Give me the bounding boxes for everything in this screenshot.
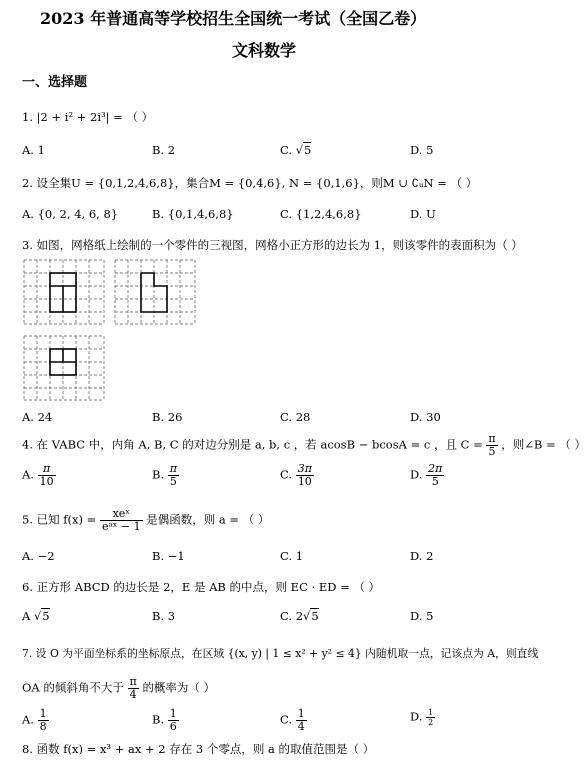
q3-option-c: C. 28 — [280, 410, 311, 424]
q4-option-b: B. $\frac{\pi}{5}$ — [152, 462, 177, 488]
q2-option-b: B. {0,1,4,6,8} — [152, 207, 234, 221]
question-text-end: ，则∠B = （ ） — [501, 437, 586, 452]
q7-option-a: A. $\frac{1}{8}$ — [22, 707, 47, 733]
question-expression: |2 + i² + 2i³| = — [36, 110, 123, 124]
q6-option-a: A √5 — [22, 609, 50, 623]
answer-paren: （ ） — [126, 110, 154, 124]
q6-option-c: C. 2√5 — [280, 609, 319, 623]
q1-option-b: B. 2 — [152, 143, 176, 157]
q1-option-a: A. 1 — [22, 143, 45, 157]
sqrt-value: 5 — [304, 143, 312, 157]
question-6: 6. 正方形 ABCD 的边长是 2，E 是 AB 的中点，则 EC · ED = （ ） — [22, 580, 381, 594]
question-7-line1: 7. 设 O 为平面坐标系的坐标原点，在区域 {(x, y) | 1 ≤ x² + y² ≤ 4} 内随机取一点，记该点为 A，则直线 — [22, 647, 539, 660]
q3-option-a: A. 24 — [22, 410, 53, 424]
q3-option-b: B. 26 — [152, 410, 183, 424]
question-3: 3. 如图，网格纸上绘制的一个零件的三视图，网格小正方形的边长为 1，则该零件的表面积为（ ） — [22, 238, 523, 252]
document-subtitle: 文科数学 — [232, 41, 297, 60]
q4-option-d: D. $\frac{2\pi}{5}$ — [410, 462, 443, 488]
q1-option-d: D. 5 — [410, 143, 434, 157]
q6-option-d: D. 5 — [410, 609, 434, 623]
front-view-figure — [22, 258, 106, 326]
q7-option-d: D. $\frac{1}{2}$ — [410, 708, 434, 727]
three-view-front — [22, 258, 106, 326]
q7-option-c: C. $\frac{1}{4}$ — [280, 707, 305, 733]
question-text: 4. 在 VABC 中，内角 A, B, C 的对边分别是 a, b, c ，若 acosB − bcosA = c ，且 C = — [22, 437, 483, 452]
question-text-end: 是偶函数，则 a = （ ） — [146, 512, 270, 527]
question-8: 8. 函数 f(x) = x³ + ax + 2 存在 3 个零点，则 a 的取值范围是（ ） — [22, 742, 375, 756]
question-2: 2. 设全集U = {0,1,2,4,6,8}，集合M = {0,4,6}, N = {0,1,6}，则M ∪ ∁ᵤN = （ ） — [22, 176, 478, 190]
q7-option-b: B. $\frac{1}{6}$ — [152, 707, 177, 733]
q5-option-c: C. 1 — [280, 549, 304, 563]
q2-option-a: A. {0, 2, 4, 6, 8} — [22, 207, 119, 221]
side-view-figure — [113, 258, 197, 326]
q1-option-c: C. √5 — [280, 143, 312, 157]
section-heading: 一、选择题 — [22, 75, 88, 90]
q5-option-d: D. 2 — [410, 549, 434, 563]
top-view-figure — [22, 334, 106, 402]
three-view-top — [22, 334, 106, 402]
question-7-line2: OA 的倾斜角不大于 $\frac{\pi}{4}$ 的概率为（ ） — [22, 675, 216, 701]
document-title: 2023 年普通高等学校招生全国统一考试（全国乙卷） — [40, 9, 427, 28]
question-4 — [22, 433, 586, 458]
question-5 — [22, 508, 269, 533]
fraction: $\frac{\text{xeˣ}}{\text{eᵃˣ − 1}}$ — [101, 507, 141, 533]
three-view-side — [113, 258, 197, 326]
q4-option-c: C. $\frac{3\pi}{10}$ — [280, 462, 312, 488]
q4-option-a: A. $\frac{\pi}{10}$ — [22, 462, 54, 488]
q2-option-d: D. U — [410, 207, 436, 221]
fraction: $\frac{\pi}{5}$ — [488, 432, 496, 458]
q3-option-d: D. 30 — [410, 410, 441, 424]
option-label: C. — [280, 143, 293, 157]
question-1 — [22, 110, 153, 124]
q6-option-b: B. 3 — [152, 609, 176, 623]
q5-option-b: B. −1 — [152, 549, 185, 563]
question-text: 5. 已知 f(x) = — [22, 512, 97, 527]
question-number: 1. — [22, 110, 33, 124]
q2-option-c: C. {1,2,4,6,8} — [280, 207, 362, 221]
q5-option-a: A. −2 — [22, 549, 55, 563]
